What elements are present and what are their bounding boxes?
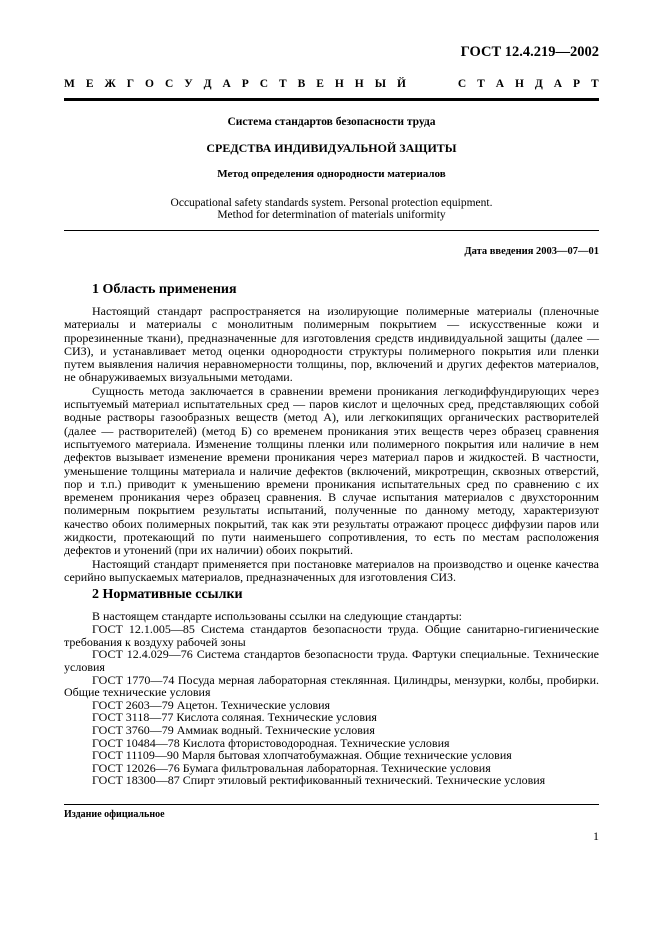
- banner-letter: Т: [279, 78, 287, 90]
- banner-letter: Н: [334, 78, 344, 90]
- banner-letter: Р: [573, 78, 581, 90]
- english-title-line: Occupational safety standards system. Personal protection equipment.: [170, 197, 493, 209]
- references-intro: В настоящем стандарте использованы ссылки на следующие стандарты:: [92, 609, 463, 623]
- banner-letter: Д: [534, 78, 543, 90]
- banner-letter: Й: [396, 78, 406, 90]
- banner-letter: Е: [85, 78, 94, 90]
- paragraph: Настоящий стандарт применяется при постановке материалов на производство и оценке качества серийно выпускаемых материалов, предназначенных для изготовления СИЗ.: [64, 556, 599, 584]
- reference-item: ГОСТ 3760—79 Аммиак водный. Технические условия: [92, 723, 375, 738]
- banner-letter: С: [259, 78, 269, 90]
- banner-letter: Ж: [104, 78, 116, 90]
- banner-letter: О: [145, 78, 154, 90]
- banner-letter: Н: [514, 78, 524, 90]
- english-title: [64, 197, 599, 221]
- system-title: Система стандартов безопасности труда: [227, 116, 436, 128]
- banner-letter: Н: [354, 78, 364, 90]
- interstate-standard-banner: [64, 78, 599, 90]
- english-title-line: Method for determination of materials uniformity: [217, 209, 446, 221]
- section-1-body: [64, 305, 599, 584]
- banner-letter: А: [553, 78, 563, 90]
- paragraph: Сущность метода заключается в сравнении времени проникания легкодиффундирующих через испытуемый материал испытательных сред — паров кислот и щелочных сред, представляющих собой водные растворы газообразных веществ (метод А), или легкокипящих органических растворителей (далее — растворителей) (метод Б) со временем проникания этих веществ через образец сравнения испытуемого материала. Изменение толщины пленки или полимерного покрытия или наличие в нем дефектов вызывает изменение времени проникания через материал паров и жидкостей. В частности, уменьшение толщины материала и наличие дефектов (включений, микротрещин, сквозных отверстий, пор и т.п.) приводит к уменьшению времени проникания испытательных сред по сравнению с их временем проникания через образец сравнения. В случае испытания материалов с двухсторонним полимерным покрытием результаты испытаний, полученные по данному методу, характеризуют качество обоих полимерных покрытий, так как эти результаты отражают процесс диффузии паров или жидкости, протекающий по пути наименьшего сопротивления, то есть по местам расположения дефектов и утонений (при их наличии) обоих покрытий.: [64, 383, 599, 558]
- gost-number: ГОСТ 12.4.219—2002: [460, 44, 599, 60]
- banner-letter: У: [184, 78, 193, 90]
- section-2-body: [64, 610, 599, 787]
- reference-item: ГОСТ 1770—74 Посуда мерная лабораторная стеклянная. Цилиндры, мензурки, колбы, пробирки. Общие технические условия: [64, 672, 599, 700]
- banner-letter: С: [164, 78, 174, 90]
- page-number: 1: [593, 829, 599, 843]
- title-rule: [64, 230, 599, 231]
- reference-item: ГОСТ 18300—87 Спирт этиловый ректификованный технический. Технические условия: [92, 773, 546, 788]
- section-1-heading: 1 Область применения: [92, 282, 237, 297]
- reference-item: ГОСТ 10484—78 Кислота фтористоводородная. Технические условия: [92, 735, 450, 750]
- banner-letter: Е: [316, 78, 324, 90]
- header-rule-thick: [64, 98, 599, 101]
- banner-letter: Ы: [374, 78, 386, 90]
- banner-letter: Р: [241, 78, 249, 90]
- reference-item: ГОСТ 11109—90 Марля бытовая хлопчатобумажная. Общие технические условия: [92, 748, 512, 763]
- banner-letter: Т: [591, 78, 599, 90]
- reference-item: ГОСТ 12.1.005—85 Система стандартов безопасности труда. Общие санитарно-гигиенические требования к воздуху рабочей зоны: [64, 622, 599, 649]
- method-title: Метод определения однородности материалов: [217, 168, 446, 180]
- edition-label: Издание официальное: [64, 809, 165, 820]
- banner-gap: [417, 78, 447, 90]
- reference-item: ГОСТ 12026—76 Бумага фильтровальная лабораторная. Технические условия: [92, 760, 491, 775]
- banner-letter: А: [222, 78, 231, 90]
- banner-letter: Д: [203, 78, 212, 90]
- banner-letter: Т: [477, 78, 485, 90]
- intro-date: Дата введения 2003—07—01: [464, 246, 599, 257]
- main-title: СРЕДСТВА ИНДИВИДУАЛЬНОЙ ЗАЩИТЫ: [206, 141, 457, 155]
- banner-letter: В: [297, 78, 306, 90]
- banner-letter: А: [495, 78, 505, 90]
- banner-letter: С: [457, 78, 467, 90]
- banner-letter: М: [64, 78, 75, 90]
- section-2-heading: 2 Нормативные ссылки: [92, 587, 243, 602]
- footer-rule: [64, 804, 599, 805]
- reference-item: ГОСТ 3118—77 Кислота соляная. Технические условия: [92, 710, 377, 725]
- reference-item: ГОСТ 12.4.029—76 Система стандартов безопасности труда. Фартуки специальные. Технические условия: [64, 647, 599, 675]
- reference-item: ГОСТ 2603—79 Ацетон. Технические условия: [92, 697, 331, 712]
- banner-letter: Г: [126, 78, 135, 90]
- paragraph: Настоящий стандарт распространяется на изолирующие полимерные материалы (пленочные материалы и материалы с монолитным полимерным покрытием — искусственные кожи и прорезиненные ткани), предназначенные для изготовления средств индивидуальной защиты (далее — СИЗ), и устанавливает метод оценки однородности структуры полимерного покрытия или пленки путем выявления наличия неравномерности толщины, пор, включений и других дефектов материалов, не обнаруживаемых визуальными методами.: [64, 304, 599, 385]
